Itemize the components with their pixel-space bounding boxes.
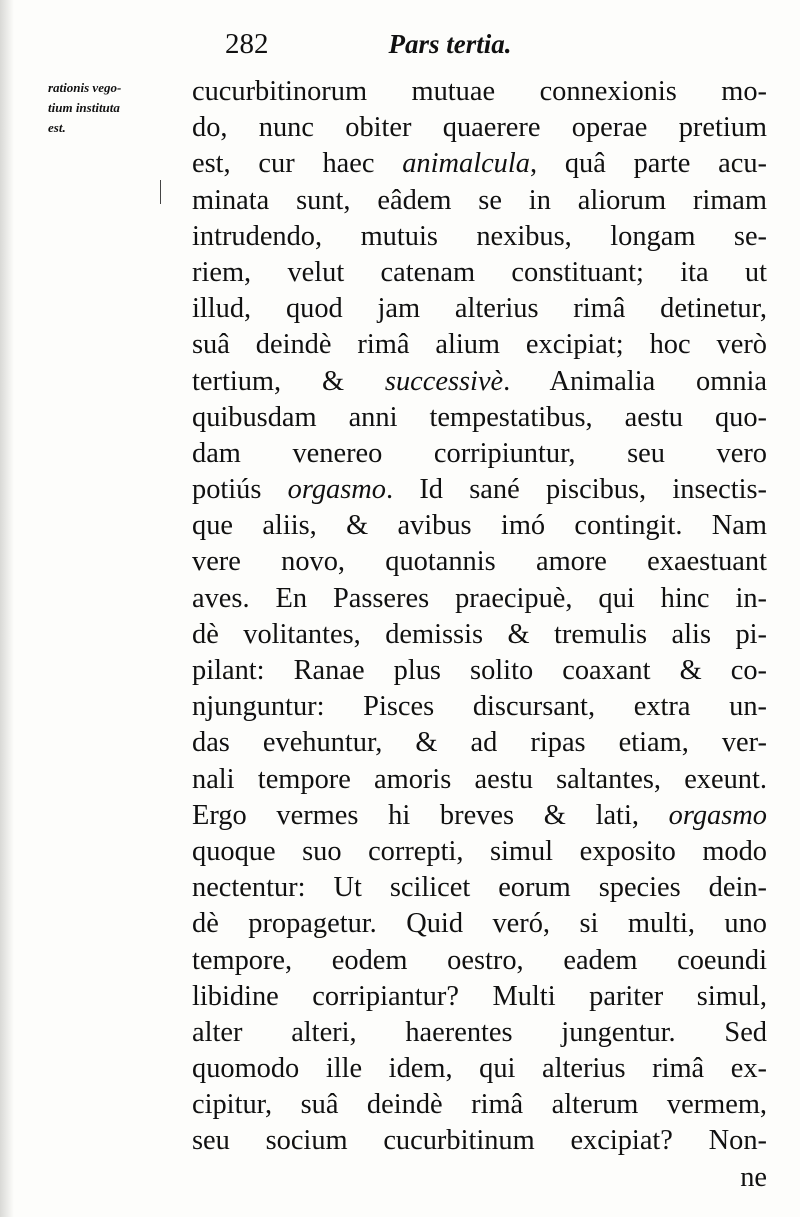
page-gutter-shadow bbox=[0, 0, 14, 1217]
italic-term: successivè bbox=[384, 365, 504, 397]
text-line: est, cur haec animalcula, quâ parte acu- bbox=[192, 148, 767, 180]
running-title: Pars tertia. bbox=[388, 29, 512, 59]
text-line: tertium, & successivè. Animalia omnia bbox=[192, 365, 767, 397]
text-line: illud, quod jam alterius rimâ detinetur, bbox=[192, 293, 767, 325]
text-line: njunguntur: Pisces discursant, extra un- bbox=[192, 691, 767, 723]
text-line: quoque suo correpti, simul exposito modo bbox=[192, 835, 767, 867]
text-line: do, nunc obiter quaerere operae pretium bbox=[192, 112, 767, 144]
text-line: quibusdam anni tempestatibus, aestu quo- bbox=[192, 401, 767, 433]
page-header bbox=[225, 28, 512, 61]
text-line: cipitur, suâ deindè rimâ alterum vermem, bbox=[192, 1089, 767, 1121]
body-text bbox=[192, 74, 767, 1196]
text-line: dam venereo corripiuntur, seu vero bbox=[192, 437, 767, 469]
text-line: cucurbitinorum mutuae connexionis mo- bbox=[192, 76, 767, 107]
text-line: tempore, eodem oestro, eadem coeundi bbox=[192, 944, 767, 976]
text-line: riem, velut catenam constituant; ita ut bbox=[192, 256, 767, 288]
text-line: vere novo, quotannis amore exaestuant bbox=[192, 546, 767, 578]
italic-term: orgasmo bbox=[287, 474, 386, 506]
text-line: libidine corripiantur? Multi pariter simul, bbox=[192, 980, 767, 1012]
text-line: ne bbox=[740, 1161, 767, 1193]
text-line: dè propagetur. Quid veró, si multi, uno bbox=[192, 908, 767, 940]
italic-term: orgasmo bbox=[668, 799, 767, 831]
text-line: suâ deindè rimâ alium excipiat; hoc verò bbox=[192, 329, 767, 361]
text-line: seu socium cucurbitinum excipiat? Non- bbox=[192, 1125, 767, 1157]
text-line: nectentur: Ut scilicet eorum species dein- bbox=[192, 872, 767, 904]
text-line: aves. En Passeres praecipuè, qui hinc in- bbox=[192, 582, 767, 614]
text-line: potiús orgasmo. Id sané piscibus, insectis- bbox=[192, 474, 767, 506]
text-line: pilant: Ranae plus solito coaxant & co- bbox=[192, 655, 767, 686]
text-line: intrudendo, mutuis nexibus, longam se- bbox=[192, 220, 767, 252]
margin-rule-mark bbox=[160, 180, 161, 204]
margin-note-line: tium instituta bbox=[48, 100, 120, 115]
text-line: nali tempore amoris aestu saltantes, exeunt. bbox=[192, 763, 767, 795]
text-line: que aliis, & avibus imó contingit. Nam bbox=[192, 510, 767, 542]
text-line: dè volitantes, demissis & tremulis alis pi- bbox=[192, 618, 767, 650]
text-line: quomodo ille idem, qui alterius rimâ ex- bbox=[192, 1053, 767, 1085]
text-line: das evehuntur, & ad ripas etiam, ver- bbox=[192, 727, 767, 759]
text-line: Ergo vermes hi breves & lati, orgasmo bbox=[192, 799, 767, 831]
margin-note bbox=[48, 78, 188, 138]
margin-note-line: rationis vego- bbox=[48, 80, 122, 95]
text-line: alter alteri, haerentes jungentur. Sed bbox=[192, 1016, 767, 1048]
italic-term: animalcula bbox=[402, 148, 530, 180]
margin-note-line: est. bbox=[48, 120, 66, 135]
page-number: 282 bbox=[225, 28, 269, 60]
text-line: minata sunt, eâdem se in aliorum rimam bbox=[192, 184, 767, 216]
